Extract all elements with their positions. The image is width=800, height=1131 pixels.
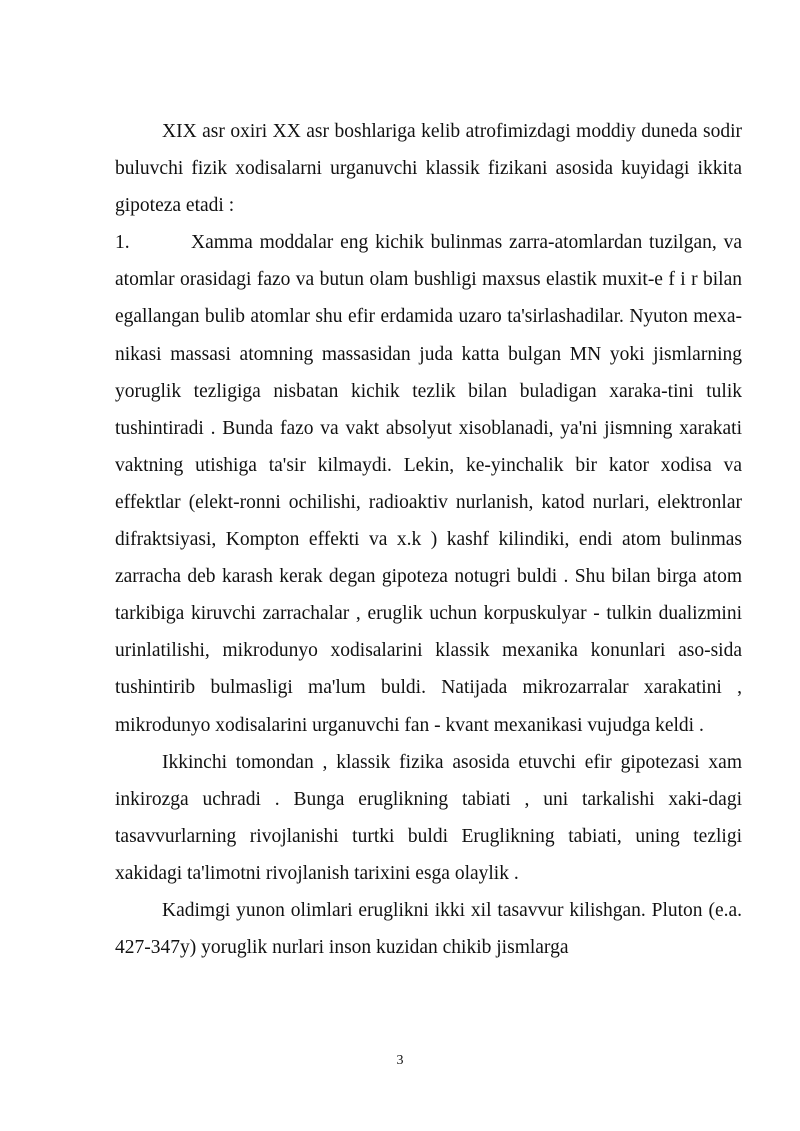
paragraph-intro: XIX asr oxiri XX asr boshlariga kelib atrofimizdagi moddiy duneda sodir buluvchi fizik xodisalarni urganuvchi klassik fizikani asosida kuyidagi ikkita gipoteza etadi : (115, 121, 742, 217)
page-number: 3 (396, 1053, 404, 1068)
paragraph-ancient-greeks: Kadimgi yunon olimlari eruglikni ikki xil tasavvur kilishgan. Pluton (e.a. 427-347y) yoruglik nurlari inson kuzidan chikib jismlarga (115, 899, 742, 959)
list-item-number: 1. (115, 232, 130, 254)
body-text (115, 113, 742, 966)
numbered-list-item (115, 224, 742, 743)
list-item-text: Xamma moddalar eng kichik bulinmas zarra-atomlardan tuzilgan, va atomlar orasidagi fazo va butun olam bushligi maxsus elastik muxit-e f i r bilan egallangan bulib atomlar shu efir erdamida uzaro ta'sirlashadilar. Nyuton mexa-nikasi massasi atomning massasidan juda katta bulgan MN yoki jismlarning yoruglik tezligiga nisbatan kichik tezlik bilan buladigan xaraka-tini tulik tushintiradi . Bunda fazo va vakt absolyut xisoblanadi, ya'ni jismning xarakati vaktning utishiga ta'sir kilmaydi. Lekin, ke-yinchalik bir kator xodisa va effektlar (elekt-ronni ochilishi, radioaktiv nurlanish, katod nurlari, elektronlar difraktsiyasi, Kompton effekti va x.k ) kashf kilindiki, endi atom bulinmas zarracha deb karash kerak degan gipoteza notugri buldi . Shu bilan birga atom tarkibiga kiruvchi zarrachalar , eruglik uchun korpuskulyar - tulkin dualizmini urinlatilishi, mikrodunyo xodisalarini klassik mexanika konunlari aso-sida tushintirib bulmasligi ma'lum buldi. Natijada mikrozarralar xarakatini , mikrodunyo xodisalarini urganuvchi fan - kvant mexanikasi vujudga keldi . (115, 232, 742, 736)
paragraph-efir: Ikkinchi tomondan , klassik fizika asosida etuvchi efir gipotezasi xam inkirozga uchradi . Bunga eruglikning tabiati , uni tarkalishi xaki-dagi tasavvurlarning rivojlanishi turtki buldi Eruglikning tabiati, uning tezligi xakidagi ta'limotni rivojlanish tarixini esga olaylik . (115, 751, 742, 884)
